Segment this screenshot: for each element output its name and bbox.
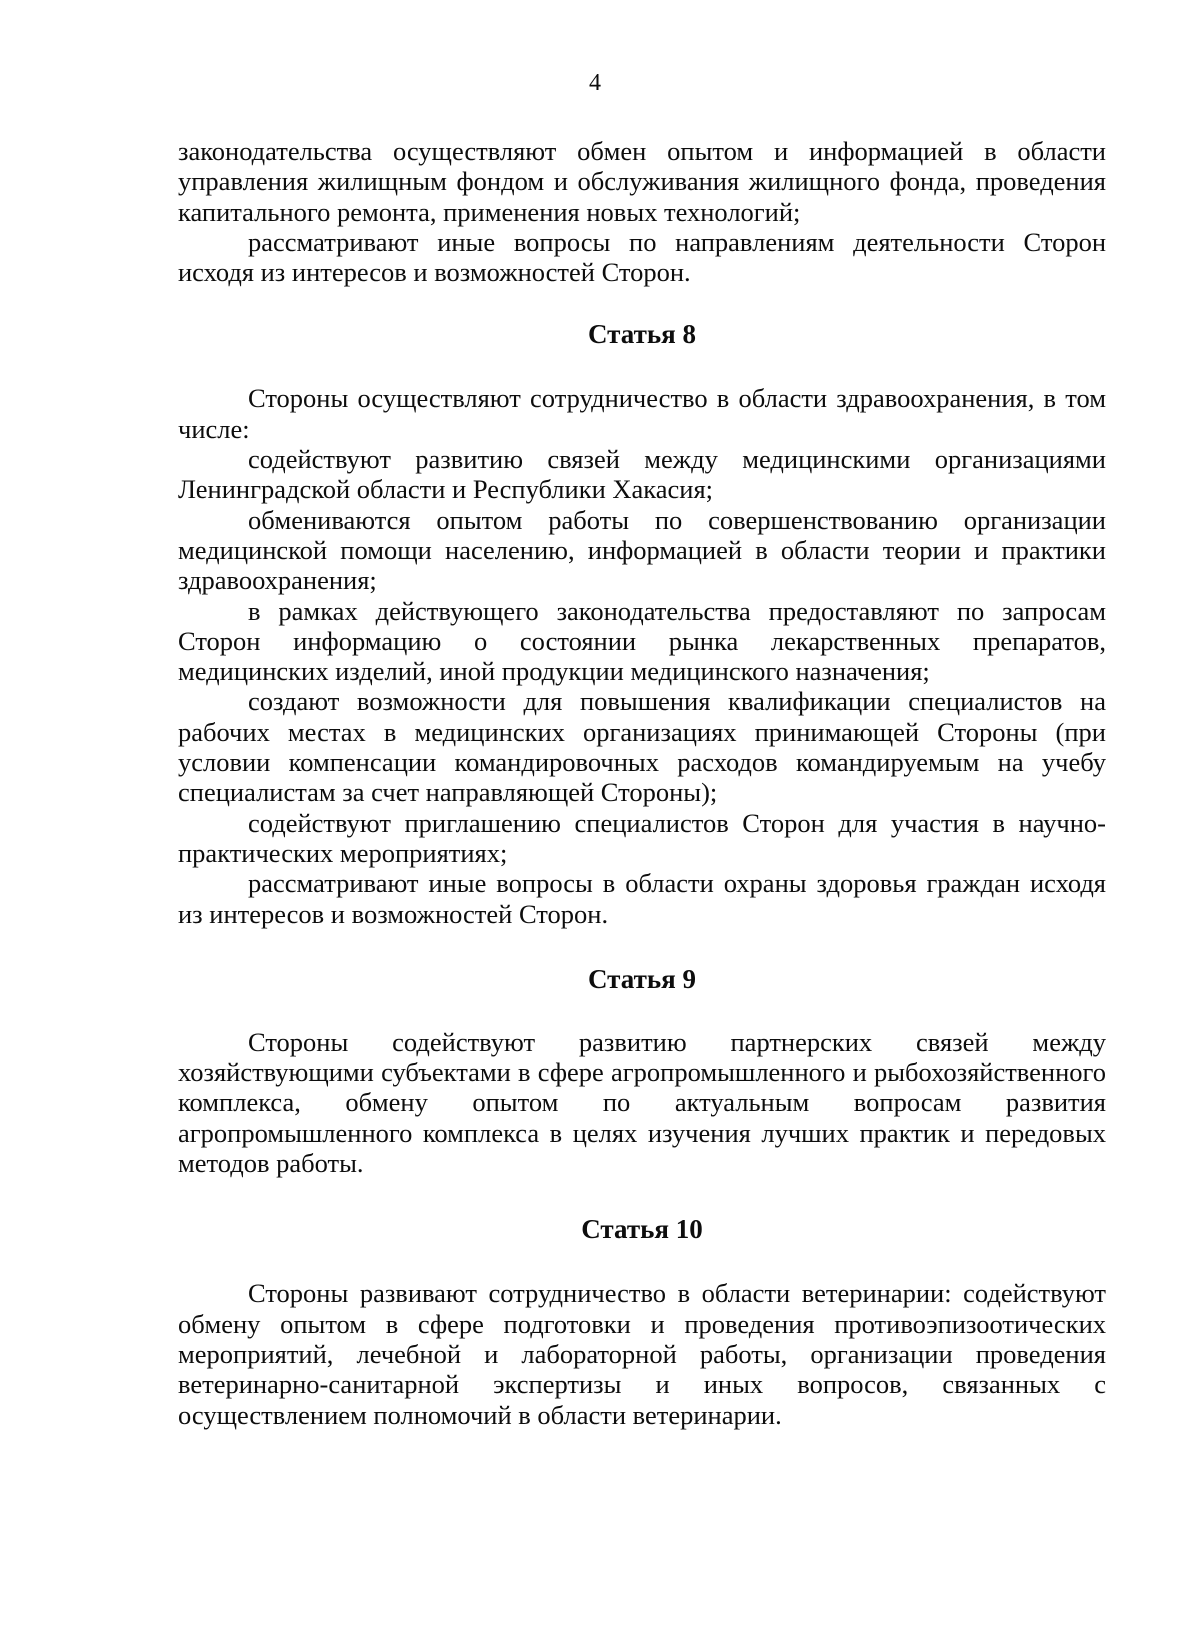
article-heading-10: Статья 10 xyxy=(581,1214,703,1245)
paragraph-continuation: законодательства осуществляют обмен опытом и информацией в области управления жилищным фондом и обслуживания жилищного фонда, проведения капитального ремонта, применения новых технологий; xyxy=(178,136,1106,227)
paragraph: содействуют развитию связей между медицинскими организациями Ленинградской области и Республики Хакасия; xyxy=(178,444,1106,505)
paragraph: рассматривают иные вопросы по направлениям деятельности Сторон исходя из интересов и возможностей Сторон. xyxy=(178,226,1106,288)
paragraph: в рамках действующего законодательства предоставляют по запросам Сторон информацию о состоянии рынка лекарственных препаратов, медицинских изделий, иной продукции медицинского назначения; xyxy=(178,595,1106,687)
article-heading-8: Статья 8 xyxy=(588,319,696,350)
paragraph: Стороны развивают сотрудничество в области ветеринарии: содействуют обмену опытом в сфере подготовки и проведения противоэпизоотических мероприятий, лечебной и лабораторной работы, организации проведения ветеринарно-санитарной экспертизы и иных вопросов, связанных с осуществлением полномочий в области ветеринарии. xyxy=(178,1278,1106,1430)
paragraph: Стороны осуществляют сотрудничество в области здравоохранения, в том числе: xyxy=(178,383,1106,444)
paragraph: Стороны содействуют развитию партнерских связей между хозяйствующими субъектами в сфере агропромышленного и рыбохозяйственного комплекса, обмену опытом по актуальным вопросам развития агропромышленного комплекса в целях изучения лучших практик и передовых методов работы. xyxy=(178,1026,1106,1179)
paragraph: обмениваются опытом работы по совершенствованию организации медицинской помощи населению, информацией в области теории и практики здравоохранения; xyxy=(178,504,1106,596)
paragraph: содействуют приглашению специалистов Сторон для участия в научно-практических мероприятиях; xyxy=(178,807,1106,868)
paragraph: рассматривают иные вопросы в области охраны здоровья граждан исходя из интересов и возможностей Сторон. xyxy=(178,868,1106,929)
article-heading-9: Статья 9 xyxy=(588,963,696,994)
page-number: 4 xyxy=(589,70,601,96)
document-body xyxy=(178,136,1106,1430)
paragraph: создают возможности для повышения квалификации специалистов на рабочих местах в медицинских организациях принимающей Стороны (при условии компенсации командировочных расходов командируемым на учебу специалистам за счет направляющей Стороны); xyxy=(178,686,1106,808)
